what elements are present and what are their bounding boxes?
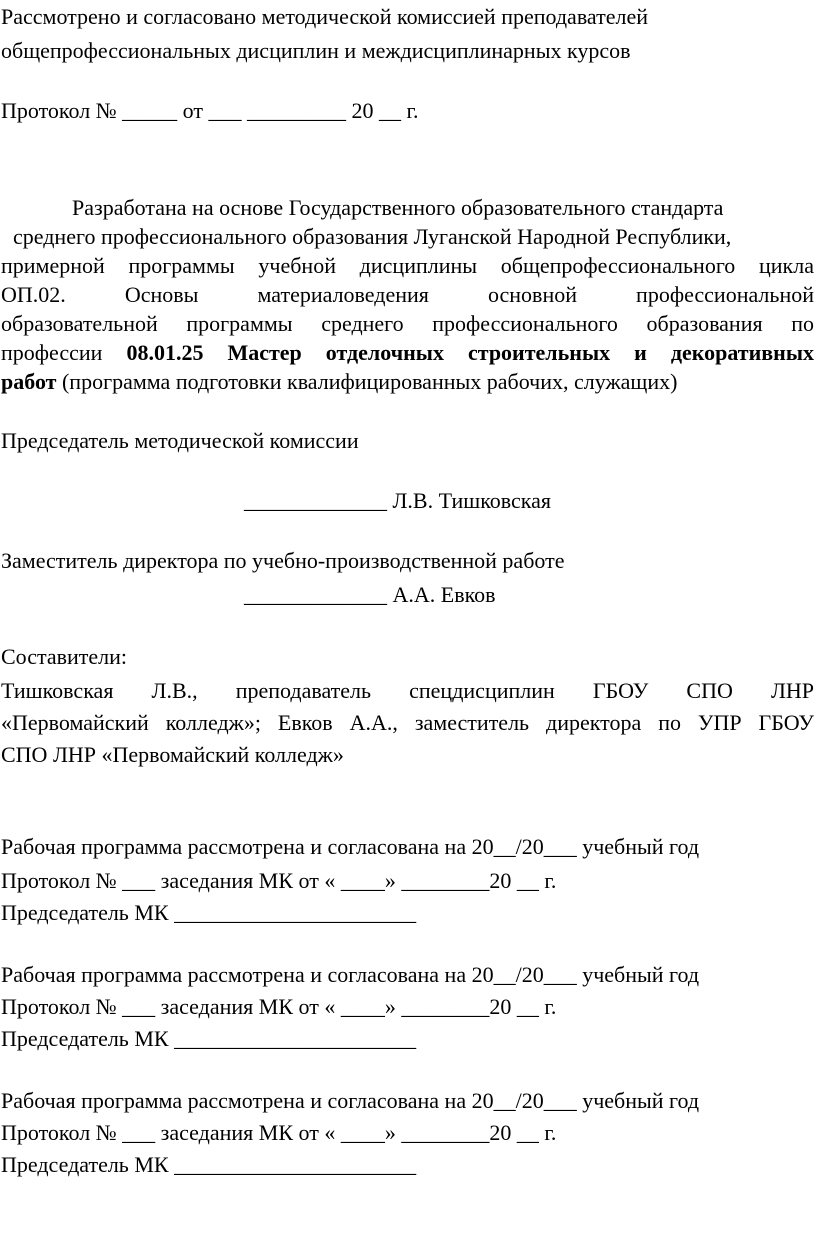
basis-line-4: ОП.02. Основы материаловедения основной профессиональной <box>1 282 814 307</box>
basis-line-1: Разработана на основе Государственного образовательного стандарта <box>72 195 724 220</box>
basis-profession-title: 08.01.25 Мастер отделочных строительных и декоративных <box>126 340 814 365</box>
review-3-line-2: Протокол № ___ заседания МК от « ____» ________20 __ г. <box>1 1120 557 1145</box>
review-1-line-1: Рабочая программа рассмотрена и согласована на 20__/20___ учебный год <box>1 834 700 859</box>
basis-profession-prefix: профессии <box>1 340 103 365</box>
review-1-line-2: Протокол № ___ заседания МК от « ____» ________20 __ г. <box>1 868 557 893</box>
basis-profession-title-end: работ <box>1 369 57 394</box>
review-3-line-3: Председатель МК ______________________ <box>1 1152 417 1177</box>
approval-line-2: общепрофессиональных дисциплин и междисциплинарных курсов <box>1 38 631 63</box>
authors-line-3: СПО ЛНР «Первомайский колледж» <box>1 742 344 767</box>
basis-line-2: среднего профессионального образования Луганской Народной Республики, <box>13 224 732 249</box>
basis-line-3: примерной программы учебной дисциплины общепрофессионального цикла <box>1 253 814 278</box>
basis-line-6 <box>1 340 814 366</box>
review-2-line-2: Протокол № ___ заседания МК от « ____» ________20 __ г. <box>1 994 557 1019</box>
review-3-line-1: Рабочая программа рассмотрена и согласована на 20__/20___ учебный год <box>1 1088 700 1113</box>
approval-line-1: Рассмотрено и согласовано методической комиссией преподавателей <box>1 4 649 29</box>
basis-program-type: (программа подготовки квалифицированных рабочих, служащих) <box>56 369 678 394</box>
basis-line-5: образовательной программы среднего профессионального образования по <box>1 311 814 336</box>
deputy-signature: _____________ А.А. Евков <box>244 582 496 607</box>
authors-line-1: Тишковская Л.В., преподаватель спецдисциплин ГБОУ СПО ЛНР <box>1 678 814 703</box>
authors-label: Составители: <box>1 644 128 669</box>
chair-signature: _____________ Л.В. Тишковская <box>244 488 552 513</box>
review-2-line-1: Рабочая программа рассмотрена и согласована на 20__/20___ учебный год <box>1 962 700 987</box>
authors-line-2: «Первомайский колледж»; Евков А.А., заместитель директора по УПР ГБОУ <box>1 710 814 735</box>
chair-label: Председатель методической комиссии <box>1 428 359 453</box>
approval-protocol: Протокол № _____ от ___ _________ 20 __ г. <box>1 98 419 123</box>
review-1-line-3: Председатель МК ______________________ <box>1 900 417 925</box>
review-2-line-3: Председатель МК ______________________ <box>1 1026 417 1051</box>
basis-line-7 <box>1 369 677 395</box>
deputy-label: Заместитель директора по учебно-производственной работе <box>1 548 565 573</box>
